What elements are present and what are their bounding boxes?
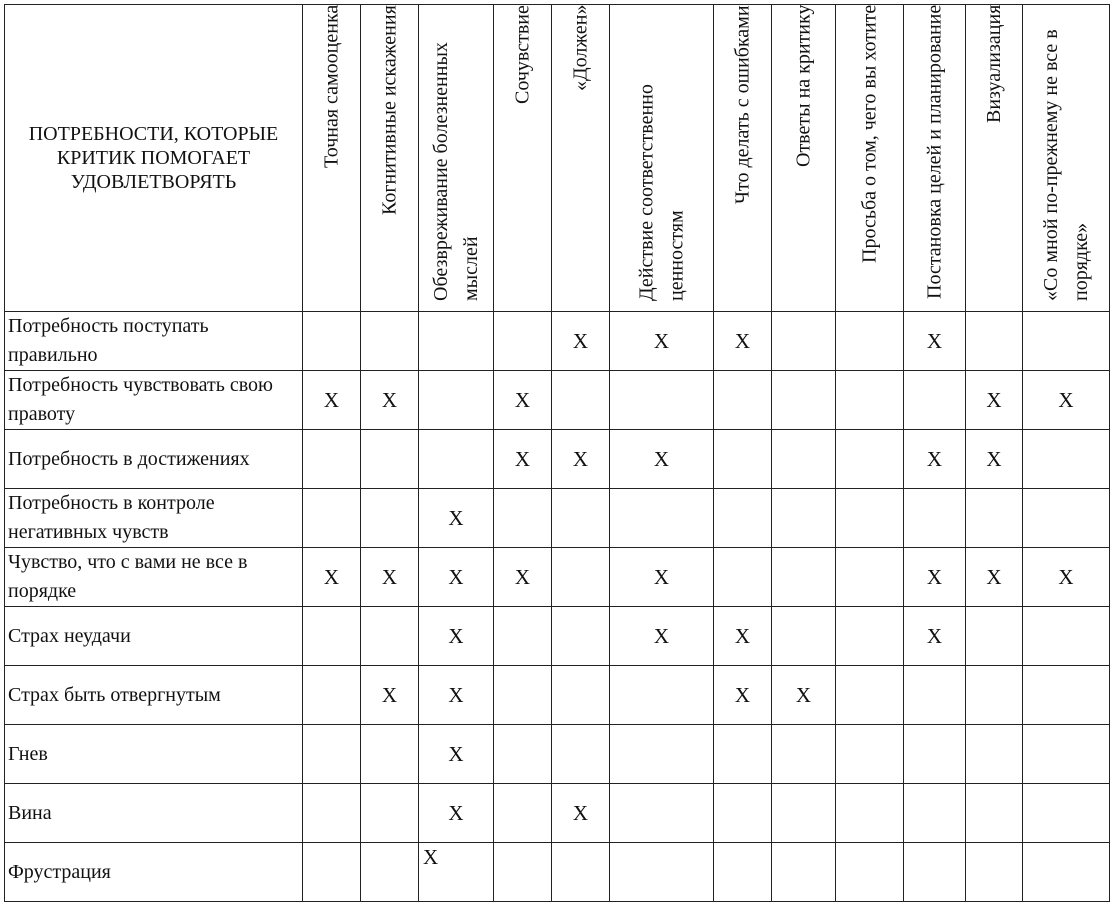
column-header-label: Когнитивные искажения xyxy=(378,5,401,215)
mark-cell xyxy=(1023,312,1110,371)
table-row xyxy=(5,607,1110,666)
mark-cell xyxy=(552,607,610,666)
mark-cell xyxy=(1023,430,1110,489)
column-header-label: Ответы на критику xyxy=(792,5,815,168)
mark-cell xyxy=(836,725,904,784)
mark-cell: X xyxy=(303,371,361,430)
mark-cell xyxy=(772,430,836,489)
mark-cell xyxy=(772,489,836,548)
mark-cell: X xyxy=(966,430,1023,489)
mark-cell: X xyxy=(419,725,494,784)
mark-cell xyxy=(494,784,552,843)
mark-cell xyxy=(904,843,966,902)
mark-cell xyxy=(714,371,772,430)
row-label: Фрустрация xyxy=(5,843,303,902)
mark-cell: X xyxy=(494,548,552,607)
mark-cell: X xyxy=(552,430,610,489)
mark-cell xyxy=(966,666,1023,725)
mark-cell xyxy=(836,489,904,548)
mark-cell xyxy=(361,489,419,548)
mark-cell: X xyxy=(904,607,966,666)
mark-cell xyxy=(303,725,361,784)
mark-cell: X xyxy=(904,430,966,489)
table-row xyxy=(5,843,1110,902)
column-header xyxy=(552,5,610,312)
mark-cell xyxy=(1023,843,1110,902)
mark-cell xyxy=(303,784,361,843)
mark-cell: X xyxy=(1023,371,1110,430)
mark-cell: X xyxy=(966,548,1023,607)
mark-cell xyxy=(303,666,361,725)
mark-cell: X xyxy=(419,607,494,666)
mark-cell xyxy=(494,666,552,725)
mark-cell xyxy=(772,784,836,843)
table-row xyxy=(5,430,1110,489)
row-label: Потребность в контроле негативных чувств xyxy=(5,489,303,548)
mark-cell xyxy=(772,725,836,784)
mark-cell xyxy=(552,548,610,607)
mark-cell xyxy=(494,725,552,784)
needs-techniques-table xyxy=(4,4,1110,902)
mark-cell xyxy=(966,725,1023,784)
mark-cell xyxy=(361,784,419,843)
column-header-label: Что делать с ошибками xyxy=(731,5,754,204)
mark-cell xyxy=(303,312,361,371)
mark-cell: X xyxy=(966,371,1023,430)
mark-cell: X xyxy=(610,548,714,607)
row-label: Потребность чувствовать свою правоту xyxy=(5,371,303,430)
mark-cell xyxy=(303,430,361,489)
mark-cell xyxy=(610,666,714,725)
table-row xyxy=(5,312,1110,371)
column-header xyxy=(904,5,966,312)
column-header xyxy=(1023,5,1110,312)
mark-cell: X xyxy=(552,784,610,843)
mark-cell xyxy=(1023,725,1110,784)
mark-cell xyxy=(772,312,836,371)
mark-cell: X xyxy=(419,666,494,725)
mark-cell xyxy=(836,784,904,843)
mark-cell xyxy=(714,548,772,607)
mark-cell xyxy=(714,725,772,784)
mark-cell: X xyxy=(361,371,419,430)
mark-cell xyxy=(1023,666,1110,725)
column-header-label: «Со мной по-прежнему не все в порядке» xyxy=(1040,29,1092,301)
mark-cell: X xyxy=(1023,548,1110,607)
column-header-label: Сочувствие xyxy=(511,5,534,104)
mark-cell xyxy=(494,312,552,371)
table-row xyxy=(5,666,1110,725)
corner-header: ПОТРЕБНОСТИ, КОТОРЫЕ КРИТИК ПОМОГАЕТ УДОВЛЕТВОРЯТЬ xyxy=(5,5,303,312)
mark-cell: X xyxy=(303,548,361,607)
mark-cell xyxy=(836,607,904,666)
column-header xyxy=(610,5,714,312)
mark-cell xyxy=(772,843,836,902)
mark-cell xyxy=(836,666,904,725)
mark-cell xyxy=(361,430,419,489)
mark-cell xyxy=(361,312,419,371)
mark-cell xyxy=(494,843,552,902)
mark-cell xyxy=(966,607,1023,666)
mark-cell: X xyxy=(772,666,836,725)
mark-cell xyxy=(610,843,714,902)
mark-cell xyxy=(303,489,361,548)
column-header-label: Обезвреживание болезненных мыслей xyxy=(430,42,482,301)
mark-cell: X xyxy=(419,784,494,843)
mark-cell: X xyxy=(494,371,552,430)
mark-cell xyxy=(904,784,966,843)
mark-cell xyxy=(494,607,552,666)
mark-cell xyxy=(966,489,1023,548)
column-header xyxy=(361,5,419,312)
mark-cell: X xyxy=(610,312,714,371)
mark-cell xyxy=(552,371,610,430)
mark-cell: X xyxy=(904,548,966,607)
mark-cell xyxy=(419,430,494,489)
mark-cell xyxy=(772,607,836,666)
column-header xyxy=(966,5,1023,312)
mark-cell xyxy=(904,489,966,548)
row-label: Потребность в достижениях xyxy=(5,430,303,489)
column-header-label: Действие соответственно ценностям xyxy=(635,84,688,301)
mark-cell xyxy=(610,725,714,784)
column-header xyxy=(494,5,552,312)
row-label: Вина xyxy=(5,784,303,843)
mark-cell xyxy=(494,489,552,548)
mark-cell xyxy=(966,843,1023,902)
mark-cell xyxy=(419,312,494,371)
mark-cell xyxy=(552,725,610,784)
mark-cell xyxy=(904,666,966,725)
row-label: Страх быть отвергнутым xyxy=(5,666,303,725)
mark-cell xyxy=(552,666,610,725)
mark-cell xyxy=(714,784,772,843)
mark-cell xyxy=(904,371,966,430)
mark-cell: X xyxy=(714,312,772,371)
mark-cell: X xyxy=(361,548,419,607)
column-header-label: «Должен» xyxy=(569,5,592,92)
mark-cell xyxy=(1023,489,1110,548)
row-label: Гнев xyxy=(5,725,303,784)
mark-cell xyxy=(836,548,904,607)
mark-cell xyxy=(419,371,494,430)
mark-cell xyxy=(552,489,610,548)
mark-cell xyxy=(303,843,361,902)
mark-cell: X xyxy=(419,489,494,548)
mark-cell: X xyxy=(552,312,610,371)
column-header xyxy=(836,5,904,312)
column-header-label: Визуализация xyxy=(983,5,1005,124)
column-header-label: Точная самооценка xyxy=(320,5,343,169)
mark-cell: X xyxy=(714,666,772,725)
header-row xyxy=(5,5,1110,312)
column-header xyxy=(714,5,772,312)
row-label: Чувство, что с вами не все в порядке xyxy=(5,548,303,607)
column-header-label: Просьба о том, чего вы хотите xyxy=(858,5,881,264)
column-header xyxy=(772,5,836,312)
mark-cell xyxy=(361,607,419,666)
table-row xyxy=(5,489,1110,548)
mark-cell xyxy=(361,725,419,784)
column-header xyxy=(419,5,494,312)
mark-cell xyxy=(1023,607,1110,666)
table-row xyxy=(5,548,1110,607)
row-label: Страх неудачи xyxy=(5,607,303,666)
mark-cell xyxy=(714,843,772,902)
mark-cell xyxy=(836,430,904,489)
mark-cell xyxy=(361,843,419,902)
column-header-label: Постановка целей и планирование xyxy=(923,5,946,300)
table-row xyxy=(5,784,1110,843)
mark-cell xyxy=(610,371,714,430)
table-body xyxy=(5,312,1110,902)
mark-cell xyxy=(966,784,1023,843)
mark-cell: X xyxy=(361,666,419,725)
mark-cell: X xyxy=(904,312,966,371)
mark-cell: X xyxy=(714,607,772,666)
mark-cell: X xyxy=(419,843,494,902)
mark-cell xyxy=(836,312,904,371)
mark-cell xyxy=(610,784,714,843)
mark-cell xyxy=(904,725,966,784)
mark-cell xyxy=(303,607,361,666)
mark-cell: X xyxy=(494,430,552,489)
table-row xyxy=(5,725,1110,784)
mark-cell xyxy=(552,843,610,902)
mark-cell xyxy=(610,489,714,548)
mark-cell: X xyxy=(419,548,494,607)
mark-cell xyxy=(772,371,836,430)
table-row xyxy=(5,371,1110,430)
row-label: Потребность поступать правильно xyxy=(5,312,303,371)
mark-cell xyxy=(714,489,772,548)
column-header xyxy=(303,5,361,312)
mark-cell xyxy=(714,430,772,489)
mark-cell: X xyxy=(610,430,714,489)
mark-cell xyxy=(836,843,904,902)
mark-cell xyxy=(966,312,1023,371)
mark-cell xyxy=(1023,784,1110,843)
mark-cell: X xyxy=(610,607,714,666)
mark-cell xyxy=(772,548,836,607)
mark-cell xyxy=(836,371,904,430)
